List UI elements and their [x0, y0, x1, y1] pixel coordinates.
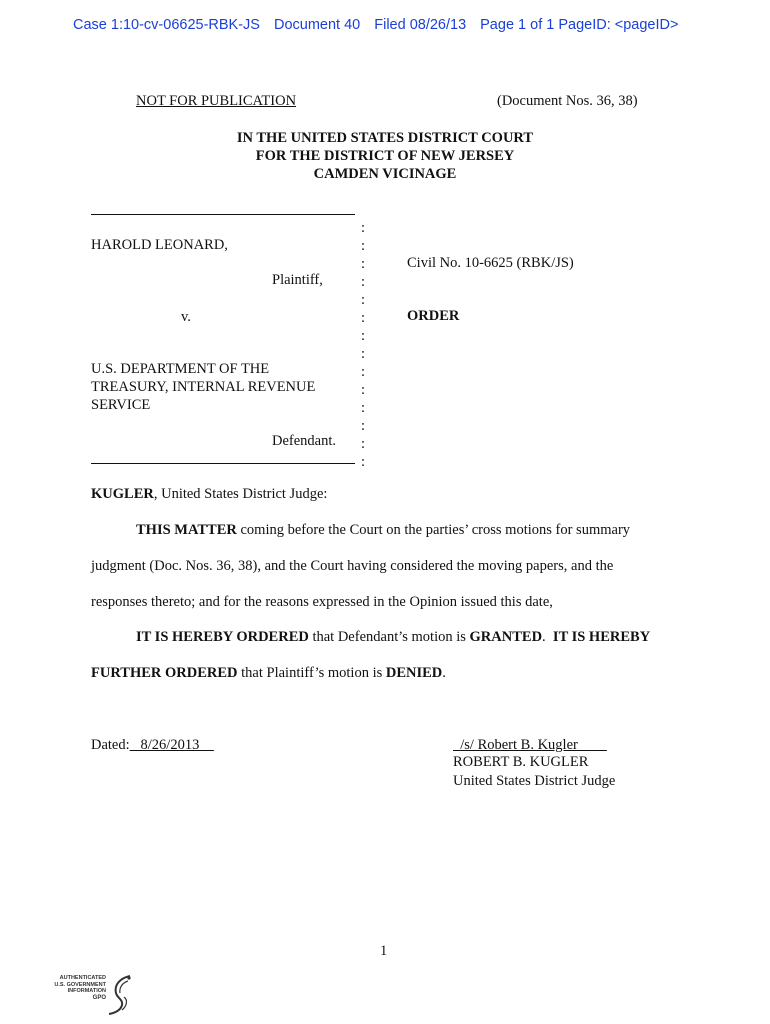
not-for-publication: NOT FOR PUBLICATION [136, 93, 297, 109]
court-line-2: FOR THE DISTRICT OF NEW JERSEY [255, 148, 515, 164]
caption-colon: : [361, 274, 366, 290]
caption-colon: : [361, 400, 366, 416]
defendant-line-2: TREASURY, INTERNAL REVENUE [91, 379, 316, 395]
caption-colon: : [361, 328, 366, 344]
paragraph-1-line-2: judgment (Doc. Nos. 36, 38), and the Court having considered the moving papers, and the [91, 558, 614, 574]
caption-colon: : [361, 220, 366, 236]
gpo-line-2: U.S. GOVERNMENT [54, 981, 106, 988]
caption-colon: : [361, 310, 366, 326]
caption-colon: : [361, 292, 366, 308]
filed-date: Filed 08/26/13 [374, 17, 467, 33]
eagle-icon [104, 973, 134, 1017]
caption-colon: : [361, 418, 366, 434]
defendant-line-1: U.S. DEPARTMENT OF THE [91, 361, 270, 377]
paragraph-1-line-1 [136, 522, 630, 539]
judge-title: , United States District Judge: [153, 486, 328, 502]
dated-label: Dated: [91, 737, 130, 753]
dated-line [91, 737, 214, 754]
judge-name: KUGLER [91, 486, 154, 502]
dated-value: 8/26/2013 [129, 737, 214, 753]
case-header [73, 17, 692, 33]
caption-colon: : [361, 436, 366, 452]
caption-top-rule [91, 214, 355, 215]
gpo-line-1: AUTHENTICATED [59, 975, 106, 981]
civil-number: Civil No. 10-6625 (RBK/JS) [407, 255, 574, 271]
denied: DENIED [385, 665, 443, 681]
p3-text-2: . [442, 665, 446, 681]
judge-line [91, 486, 327, 503]
caption-bottom-rule [91, 463, 355, 464]
page-id: Page 1 of 1 PageID: <pageID> [480, 17, 679, 33]
paragraph-2-line-2 [91, 665, 446, 682]
caption-colon: : [361, 382, 366, 398]
document-nos: (Document Nos. 36, 38) [497, 93, 638, 109]
plaintiff-name: HAROLD LEONARD, [91, 237, 228, 253]
p1-text: coming before the Court on the parties’ cross motions for summary [236, 522, 631, 538]
p2-text-1: that Defendant’s motion is [308, 629, 470, 645]
signer-name: ROBERT B. KUGLER [453, 754, 589, 770]
order-title: ORDER [407, 308, 460, 324]
gpo-authentication-logo [44, 973, 134, 1017]
caption-colon: : [361, 346, 366, 362]
versus: v. [181, 309, 191, 325]
further-ordered: FURTHER ORDERED [91, 665, 238, 681]
court-line-1: IN THE UNITED STATES DISTRICT COURT [236, 130, 534, 146]
case-number: Case 1:10-cv-06625-RBK-JS [73, 17, 260, 33]
caption-colon: : [361, 364, 366, 380]
paragraph-1-line-3: responses thereto; and for the reasons expressed in the Opinion issued this date, [91, 594, 553, 610]
it-is-hereby-ordered: IT IS HEREBY ORDERED [136, 629, 309, 645]
signature: /s/ Robert B. Kugler [453, 737, 607, 753]
gpo-mark: GPO [92, 994, 106, 1001]
caption-colon: : [361, 454, 366, 470]
paragraph-2-line-1 [136, 629, 650, 646]
signer-title: United States District Judge [453, 773, 616, 789]
plaintiff-role: Plaintiff, [272, 272, 323, 288]
page-number: 1 [380, 943, 388, 959]
defendant-line-3: SERVICE [91, 397, 151, 413]
this-matter: THIS MATTER [136, 522, 237, 538]
gpo-line-3: INFORMATION [67, 988, 106, 994]
granted: GRANTED [469, 629, 543, 645]
it-is-hereby: IT IS HEREBY [552, 629, 651, 645]
document-number: Document 40 [273, 17, 361, 33]
defendant-role: Defendant. [272, 433, 337, 449]
court-line-3: CAMDEN VICINAGE [313, 166, 457, 182]
caption-colon: : [361, 256, 366, 272]
p2-text-2: . [542, 629, 553, 645]
p3-text-1: that Plaintiff’s motion is [237, 665, 386, 681]
caption-colon: : [361, 238, 366, 254]
